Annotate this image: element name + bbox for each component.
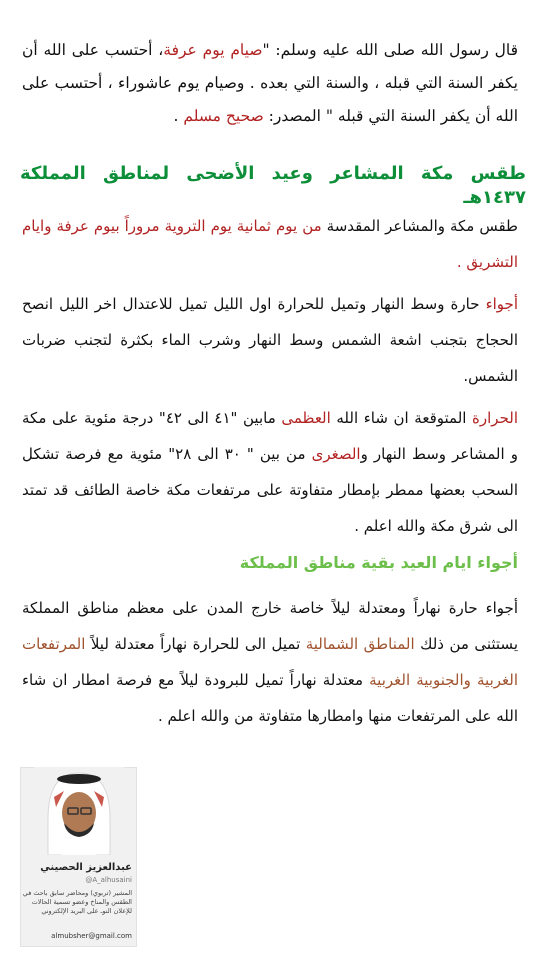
regions-paragraph — [22, 590, 518, 734]
hadith-intro: قال رسول الله صلى الله عليه وسلم: " — [262, 41, 518, 59]
p1-text: طقس مكة والمشاعر المقدسة — [321, 217, 518, 235]
hadith-end: . — [173, 107, 184, 125]
temperature-text-c: من بين " ٣٠ الى ٢٨" مئوية مع فرصة تشكل السحب بعضها ممطر بإمطار متفاوتة على مرتفعات مكة خاصة الطائف قد تمتد الى شرق مكة والله اعلم . — [22, 445, 518, 535]
section-subtitle: أجواء ايام العيد بقية مناطق المملكة — [239, 553, 518, 572]
author-photo — [34, 767, 124, 855]
regions-text-b: تميل الى للحرارة نهاراً معتدلة ليلاً — [85, 635, 306, 653]
author-handle[interactable]: @A_alhusaini — [85, 876, 132, 884]
min-temperature-label: الصغرى — [311, 445, 361, 463]
author-name: عبدالعزيز الحصيني — [40, 862, 132, 873]
author-description: المشير (تربوي) ومحاضر سابق باحث في الطقس والمناخ وعضو تسمية الحالات للإعلان النوـ على البريد الإلكتروني — [22, 889, 132, 915]
hadith-body: ، أحتسب على الله أن يكفر السنة التي قبله ، والسنة التي بعده . وصيام يوم عاشوراء ، أحتسب على الله أن يكفر السنة التي قبله " المصدر: — [22, 41, 518, 125]
conditions-label: أجواء — [485, 295, 518, 313]
mecca-weather-paragraph — [22, 208, 518, 280]
regions-text-c: معتدلة نهاراً تميل للبرودة ليلاً مع فرصة امطار ان شاء الله على المرتفعات منها وامطارها متفاوتة من والله اعلم . — [22, 671, 518, 725]
temperature-label: الحرارة — [472, 409, 518, 427]
regions-text-a: أجواء حارة نهاراً ومعتدلة ليلاً خاصة خارج المدن على معظم مناطق المملكة يستثنى من ذلك — [22, 599, 518, 653]
temperature-paragraph — [22, 400, 518, 544]
hadith-highlight: صيام يوم عرفة — [163, 41, 263, 59]
western-highlands-label: المرتفعات الغربية والجنوبية الغربية — [22, 635, 518, 689]
page-title: طقس مكة المشاعر وعيد الأضحى لمناطق المملكة ١٤٣٧هـ — [20, 163, 526, 208]
p1-highlight: من يوم ثمانية يوم التروية مروراً بيوم عرفة وايام التشريق . — [22, 217, 518, 271]
conditions-text: حارة وسط النهار وتميل للحرارة اول الليل تميل للاعتدال اخر الليل انصح الحجاج بتجنب اشعة الشمس وسط النهار وشرب الماء بكثرة لتجنب ضربات الشمس. — [22, 295, 518, 385]
conditions-paragraph — [22, 286, 518, 394]
northern-regions-label: المناطق الشمالية — [305, 635, 415, 653]
max-temperature-label: العظمى — [281, 409, 331, 427]
author-email[interactable]: almubsher@gmail.com — [51, 932, 132, 940]
temperature-text-b: مابين "٤١ الى ٤٢" درجة مئوية على مكة و المشاعر وسط النهار و — [22, 409, 518, 463]
hadith-text — [22, 34, 518, 133]
temperature-text-a: المتوقعة ان شاء الله — [330, 409, 473, 427]
hadith-source: صحيح مسلم — [183, 107, 264, 125]
